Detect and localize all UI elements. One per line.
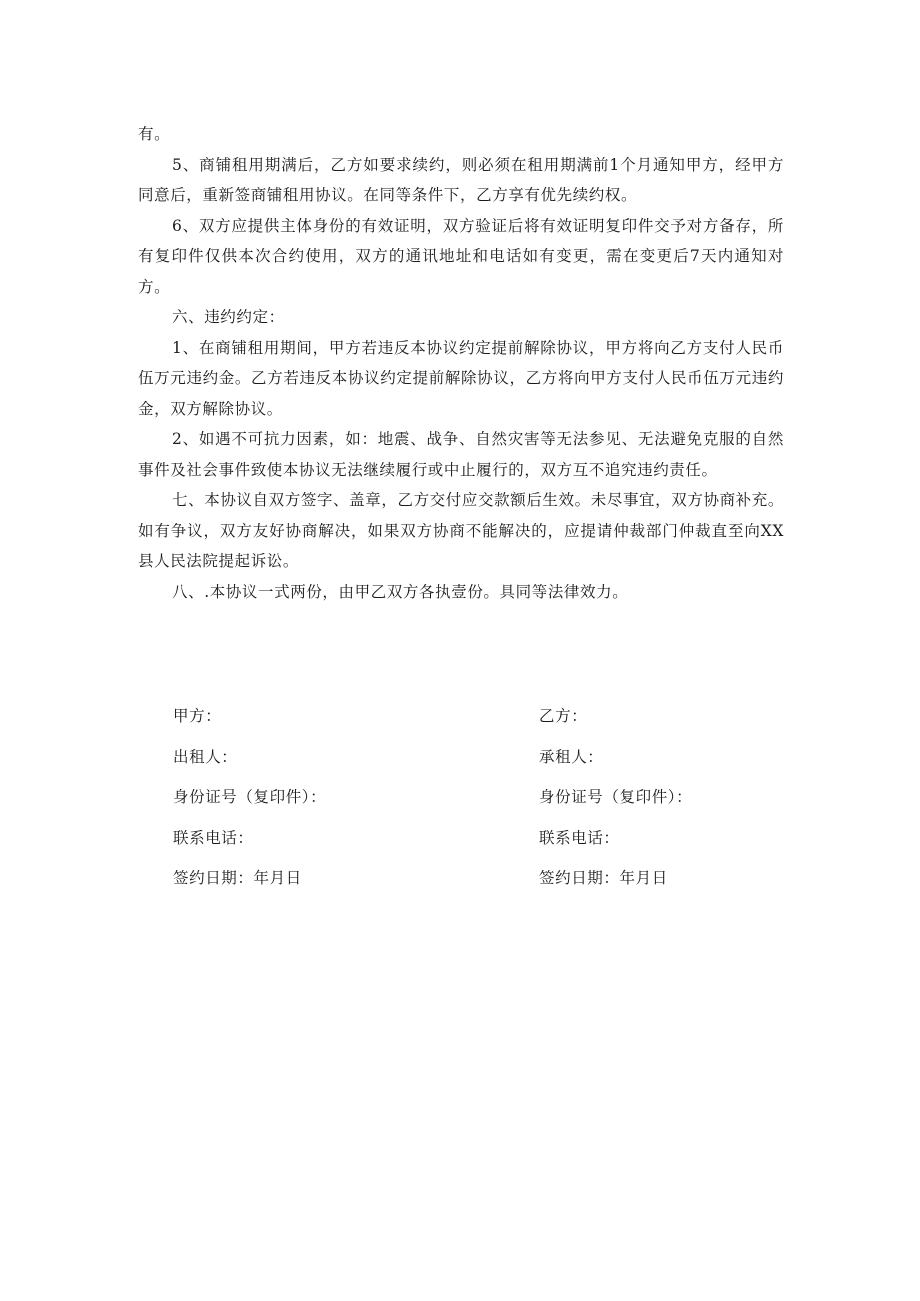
- party-b-role: 承租人：: [539, 747, 604, 766]
- party-a-phone: 联系电话：: [173, 828, 254, 847]
- party-b-label: 乙方：: [539, 707, 588, 725]
- party-b-id-number: 身份证号（复印件）：: [539, 788, 693, 806]
- signature-row-phone: [0, 826, 920, 867]
- party-b-sign-date: 签约日期：年月日: [539, 869, 668, 887]
- party-a-label: 甲方：: [173, 707, 222, 725]
- section-heading-breach: 六、违约约定：: [172, 308, 285, 326]
- contract-body: [138, 119, 784, 607]
- paragraph-breach-clause-2: 2、如遇不可抗力因素，如：地震、战争、自然灾害等无法参见、无法避免克服的自然事件及社会事件致使本协议无法继续履行或中止履行的，双方互不追究违约责任。: [138, 430, 784, 479]
- party-b-phone: 联系电话：: [539, 828, 620, 847]
- section-effectiveness: 七、本协议自双方签字、盖章，乙方交付应交款额后生效。未尽事宜，双方协商补充。如有争议，双方友好协商解决，如果双方协商不能解决的，应提请仲裁部门仲裁直至向XX县人民法院提起诉讼。: [138, 491, 784, 570]
- paragraph-breach-clause-1: 1、在商铺租用期间，甲方若违反本协议约定提前解除协议，甲方将向乙方支付人民币伍万元违约金。乙方若违反本协议约定提前解除协议，乙方将向甲方支付人民币伍万元违约金，双方解除协议。: [138, 338, 784, 418]
- paragraph-clause-5-renewal: 5、商铺租用期满后，乙方如要求续约，则必须在租用期满前1个月通知甲方，经甲方同意后，重新签商铺租用协议。在同等条件下，乙方享有优先续约权。: [138, 155, 784, 204]
- signature-row-party: [0, 704, 920, 745]
- party-a-id-number: 身份证号（复印件）：: [173, 788, 327, 806]
- signature-row-role: [0, 745, 920, 786]
- signature-row-id: [0, 785, 920, 826]
- paragraph-clause-6-identity: 6、双方应提供主体身份的有效证明，双方验证后将有效证明复印件交予对方备存，所有复印件仅供本次合约使用，双方的通讯地址和电话如有变更，需在变更后7天内通知对方。: [138, 216, 784, 296]
- party-a-role: 出租人：: [173, 747, 238, 766]
- paragraph-continuation: 有。: [138, 125, 171, 143]
- section-copies: 八、.本协议一式两份，由甲乙双方各执壹份。具同等法律效力。: [172, 582, 629, 601]
- signature-block: [0, 704, 920, 907]
- signature-row-date: [0, 866, 920, 907]
- party-a-sign-date: 签约日期：年月日: [173, 869, 302, 887]
